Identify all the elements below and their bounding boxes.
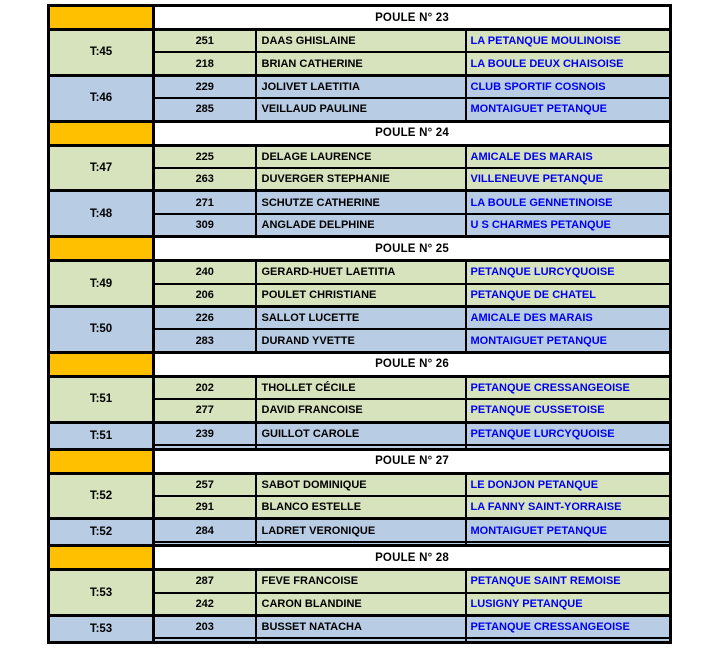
poule-section-header: [49, 449, 671, 473]
player-name-cell: VEILLAUD PAULINE: [256, 98, 466, 121]
player-number-cell: 263: [154, 168, 256, 191]
poule-header-spacer: [49, 546, 154, 570]
player-number-cell: 251: [154, 30, 256, 53]
player-name-cell: BRIAN CATHERINE: [256, 52, 466, 75]
table-row: [49, 307, 671, 330]
time-cell: T:50: [49, 307, 154, 353]
player-club-cell: MONTAIGUET PETANQUE: [466, 329, 671, 352]
player-number-cell: 239: [154, 422, 256, 445]
player-club-cell: PETANQUE CRESSANGEOISE: [466, 616, 671, 639]
player-club-cell: PETANQUE LURCYQUOISE: [466, 422, 671, 445]
player-club-cell: LA BOULE DEUX CHAISOISE: [466, 52, 671, 75]
table-row: [49, 191, 671, 214]
player-club-cell: AMICALE DES MARAIS: [466, 145, 671, 168]
player-name-cell: GUILLOT CAROLE: [256, 422, 466, 445]
player-name-cell: DUVERGER STEPHANIE: [256, 168, 466, 191]
poule-title: POULE N° 28: [154, 546, 671, 570]
table-row: [49, 519, 671, 542]
table-row: [49, 261, 671, 284]
player-number-cell: 291: [154, 496, 256, 519]
player-name-cell: DAAS GHISLAINE: [256, 30, 466, 53]
time-cell: T:46: [49, 75, 154, 121]
player-club-cell: MONTAIGUET PETANQUE: [466, 519, 671, 542]
poule-header-spacer: [49, 237, 154, 261]
table-row: [49, 75, 671, 98]
poule-section-header: [49, 546, 671, 570]
player-club-cell: LUSIGNY PETANQUE: [466, 593, 671, 616]
time-cell: T:51: [49, 422, 154, 449]
player-club-cell: PETANQUE LURCYQUOISE: [466, 261, 671, 284]
player-number-cell: 277: [154, 399, 256, 422]
player-club-cell: LE DONJON PETANQUE: [466, 473, 671, 496]
table-row: [49, 473, 671, 496]
player-name-cell: THOLLET CÉCILE: [256, 376, 466, 399]
poule-section-header: [49, 237, 671, 261]
player-club-cell: PETANQUE DE CHATEL: [466, 284, 671, 307]
table-row: [49, 570, 671, 593]
poule-header-spacer: [49, 121, 154, 145]
player-number-cell: 271: [154, 191, 256, 214]
table-row: [49, 422, 671, 445]
player-name-cell: FEVE FRANCOISE: [256, 570, 466, 593]
player-number-cell: 226: [154, 307, 256, 330]
player-club-cell: MONTAIGUET PETANQUE: [466, 98, 671, 121]
player-name-cell: BUSSET NATACHA: [256, 616, 466, 639]
player-name-cell: POULET CHRISTIANE: [256, 284, 466, 307]
time-cell: T:49: [49, 261, 154, 307]
poule-title: POULE N° 24: [154, 121, 671, 145]
player-number-cell: 257: [154, 473, 256, 496]
poule-section-header: [49, 121, 671, 145]
player-club-cell: LA FANNY SAINT-YORRAISE: [466, 496, 671, 519]
poule-header-spacer: [49, 352, 154, 376]
player-number-cell: 284: [154, 519, 256, 542]
player-number-cell: 309: [154, 214, 256, 237]
player-club-cell: VILLENEUVE PETANQUE: [466, 168, 671, 191]
table-row: [49, 30, 671, 53]
player-number-cell: 206: [154, 284, 256, 307]
time-cell: T:48: [49, 191, 154, 237]
player-club-cell: LA PETANQUE MOULINOISE: [466, 30, 671, 53]
player-club-cell: PETANQUE SAINT REMOISE: [466, 570, 671, 593]
player-name-cell: JOLIVET LAETITIA: [256, 75, 466, 98]
time-cell: T:53: [49, 616, 154, 643]
player-club-cell: [466, 638, 671, 642]
player-name-cell: SABOT DOMINIQUE: [256, 473, 466, 496]
player-club-cell: LA BOULE GENNETINOISE: [466, 191, 671, 214]
player-name-cell: SCHUTZE CATHERINE: [256, 191, 466, 214]
poule-title: POULE N° 23: [154, 6, 671, 30]
poules-table: [47, 4, 672, 644]
table-row: [49, 145, 671, 168]
player-name-cell: GERARD-HUET LAETITIA: [256, 261, 466, 284]
time-cell: T:52: [49, 519, 154, 546]
player-club-cell: AMICALE DES MARAIS: [466, 307, 671, 330]
player-name-cell: LADRET VERONIQUE: [256, 519, 466, 542]
time-cell: T:52: [49, 473, 154, 519]
table-row: [49, 376, 671, 399]
player-name-cell: DELAGE LAURENCE: [256, 145, 466, 168]
player-name-cell: SALLOT LUCETTE: [256, 307, 466, 330]
time-cell: T:45: [49, 30, 154, 76]
player-name-cell: BLANCO ESTELLE: [256, 496, 466, 519]
player-number-cell: 225: [154, 145, 256, 168]
player-club-cell: U S CHARMES PETANQUE: [466, 214, 671, 237]
player-name-cell: [256, 638, 466, 642]
player-club-cell: PETANQUE CUSSETOISE: [466, 399, 671, 422]
player-number-cell: 242: [154, 593, 256, 616]
poule-header-spacer: [49, 6, 154, 30]
player-number-cell: 283: [154, 329, 256, 352]
poule-title: POULE N° 25: [154, 237, 671, 261]
player-number-cell: [154, 638, 256, 642]
poule-section-header: [49, 352, 671, 376]
player-name-cell: CARON BLANDINE: [256, 593, 466, 616]
time-cell: T:51: [49, 376, 154, 422]
poule-title: POULE N° 26: [154, 352, 671, 376]
player-name-cell: ANGLADE DELPHINE: [256, 214, 466, 237]
player-number-cell: 229: [154, 75, 256, 98]
time-cell: T:53: [49, 570, 154, 616]
player-number-cell: 287: [154, 570, 256, 593]
player-number-cell: 240: [154, 261, 256, 284]
player-name-cell: DURAND YVETTE: [256, 329, 466, 352]
player-name-cell: DAVID FRANCOISE: [256, 399, 466, 422]
table-row: [49, 616, 671, 639]
time-cell: T:47: [49, 145, 154, 191]
player-club-cell: PETANQUE CRESSANGEOISE: [466, 376, 671, 399]
player-number-cell: 285: [154, 98, 256, 121]
poule-header-spacer: [49, 449, 154, 473]
poule-section-header: [49, 6, 671, 30]
player-number-cell: 203: [154, 616, 256, 639]
poule-title: POULE N° 27: [154, 449, 671, 473]
player-club-cell: CLUB SPORTIF COSNOIS: [466, 75, 671, 98]
player-number-cell: 218: [154, 52, 256, 75]
player-number-cell: 202: [154, 376, 256, 399]
